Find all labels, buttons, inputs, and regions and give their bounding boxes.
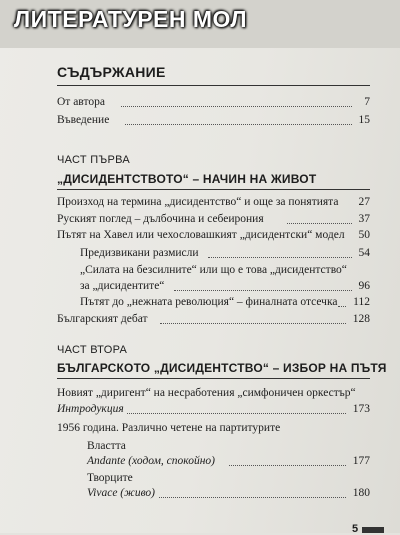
toc-entry — [57, 227, 370, 244]
entry-label: От автора — [57, 96, 105, 108]
entry-page: 96 — [358, 280, 370, 292]
part-rule — [57, 189, 370, 190]
entry-label: Произход на термина „дисидентство“ и още за понятията — [57, 196, 339, 208]
dot-leader — [338, 306, 346, 307]
entry-page: 27 — [358, 196, 370, 208]
toc-entry — [87, 453, 370, 470]
watermark-banner — [0, 0, 400, 48]
entry-label: Новият „диригент“ на несработения „симфоничен оркестър“ — [57, 387, 356, 399]
entry-page: 7 — [364, 96, 370, 108]
page-number: 5 — [352, 523, 359, 535]
dot-leader — [127, 413, 346, 414]
dot-leader — [174, 290, 352, 291]
toc-entry — [80, 245, 370, 262]
toc-entry — [57, 211, 370, 228]
entry-label: Властта — [87, 440, 126, 452]
entry-label: 1956 година. Различно четене на партитурите — [57, 422, 281, 434]
entry-label: Пътят на Хавел или чехословашкият „дисидентски“ модел — [57, 229, 345, 241]
dot-leader — [229, 465, 346, 466]
dot-leader — [208, 257, 352, 258]
part-title: „ДИСИДЕНТСТВОТО“ – НАЧИН НА ЖИВОТ — [57, 172, 317, 186]
toc-entry — [57, 194, 370, 211]
entry-page: 173 — [352, 403, 370, 415]
dot-leader — [125, 124, 352, 125]
toc-entry — [57, 94, 370, 111]
entry-page: 50 — [358, 229, 370, 241]
toc-entry — [57, 112, 370, 129]
dot-leader — [159, 497, 346, 498]
entry-label: Българският дебат — [57, 313, 148, 325]
part-title: БЪЛГАРСКОТО „ДИСИДЕНТСТВО“ – ИЗБОР НА ПЪТЯ — [57, 361, 387, 375]
entry-label: Руският поглед – дълбочина и себеирония — [57, 213, 264, 225]
entry-page: 112 — [353, 296, 370, 308]
entry-page: 37 — [358, 213, 370, 225]
entry-label: „Силата на безсилните“ или що е това „дисидентство“ — [80, 264, 347, 276]
entry-page: 177 — [352, 455, 370, 467]
entry-label: Въведение — [57, 114, 110, 126]
part-label: ЧАСТ ВТОРА — [57, 344, 128, 356]
watermark-text: ЛИТЕРАТУРЕН МОЛ — [14, 6, 247, 32]
toc-entry — [57, 401, 370, 418]
entry-label-cont: Andante (ходом, спокойно) — [87, 455, 215, 467]
part-label: ЧАСТ ПЪРВА — [57, 154, 131, 166]
entry-label-cont: за „дисидентите“ — [80, 280, 165, 292]
dot-leader — [160, 323, 346, 324]
toc-entry — [57, 385, 370, 402]
dot-leader — [121, 106, 352, 107]
entry-page: 128 — [352, 313, 370, 325]
toc-entry — [87, 485, 370, 502]
entry-page: 15 — [358, 114, 370, 126]
title-rule — [57, 85, 370, 86]
entry-label: Творците — [87, 472, 133, 484]
entry-page: 54 — [358, 247, 370, 259]
entry-page: 180 — [352, 487, 370, 499]
toc-title: СЪДЪРЖАНИЕ — [57, 64, 166, 80]
toc-entry — [80, 278, 370, 295]
toc-entry — [80, 262, 370, 279]
entry-label-cont: Vivace (живо) — [87, 487, 156, 499]
page-number-bar — [362, 527, 384, 533]
entry-label: Предизвикани размисли — [80, 247, 199, 259]
entry-label-cont: Интродукция — [57, 403, 124, 415]
toc-entry — [57, 311, 370, 328]
dot-leader — [287, 223, 352, 224]
toc-entry — [57, 420, 370, 437]
entry-label: Пътят до „нежната революция“ – финалната отсечка — [80, 296, 338, 308]
part-rule — [57, 378, 370, 379]
toc-entry — [80, 294, 370, 311]
